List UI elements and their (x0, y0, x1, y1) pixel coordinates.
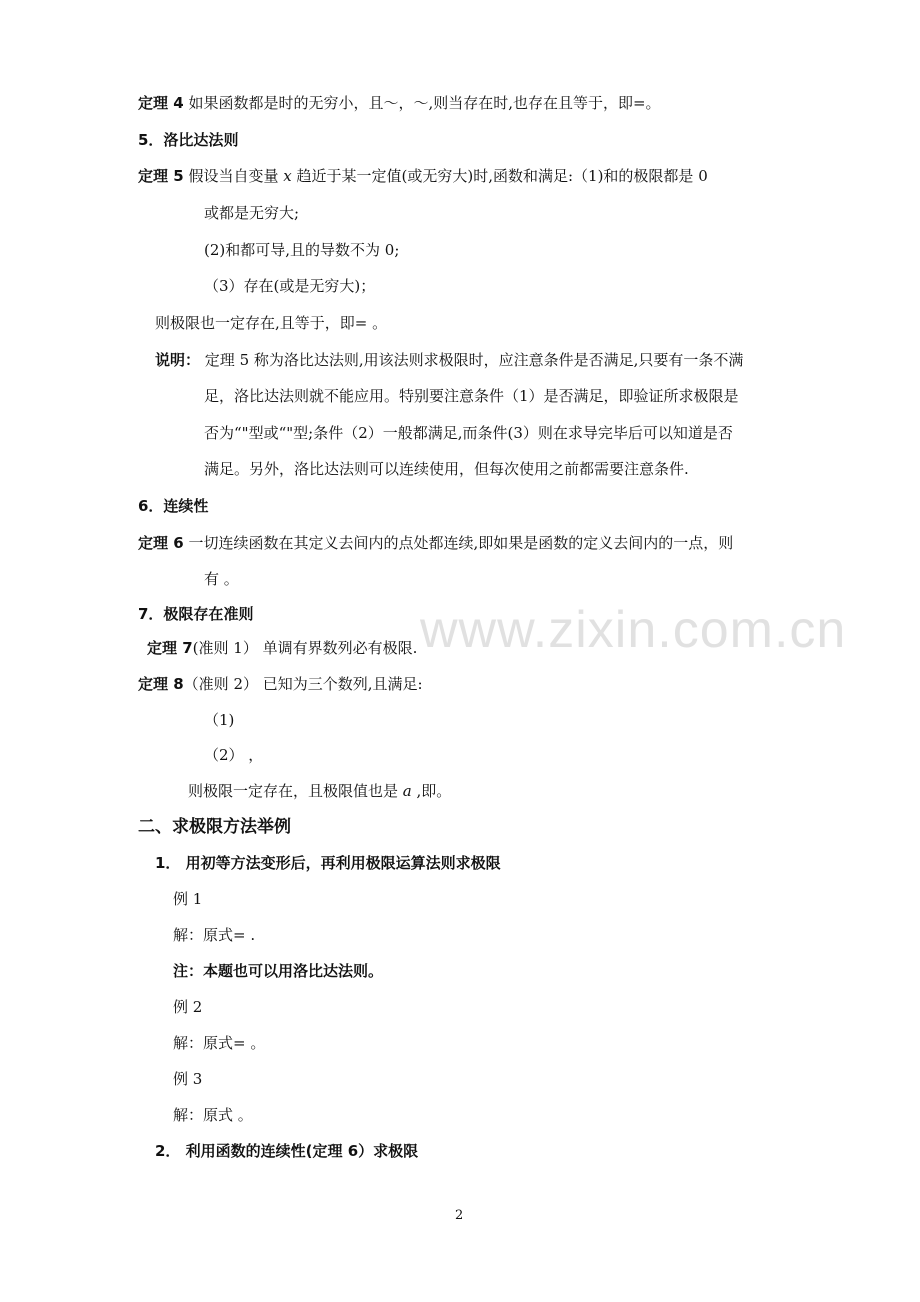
theorem-7-label: 定理 7 (147, 639, 193, 657)
theorem-5-condition-3: （3）存在(或是无穷大)； (204, 277, 376, 295)
example-1-solution: 解：原式= . (173, 926, 256, 944)
example-1-label: 例 1 (173, 890, 203, 908)
note-5-line1 (155, 350, 743, 370)
section-7-heading: 7．极限存在准则 (138, 605, 254, 623)
section-6-heading: 6．连续性 (138, 497, 209, 515)
part-2-heading: 二、求极限方法举例 (138, 817, 291, 837)
note-5-line3: 否为“"型或“"型;条件（2）一般都满足,而条件(3）则在求导完毕后可以知道是否 (204, 424, 733, 442)
method-1-heading: 1． 用初等方法变形后，再利用极限运算法则求极限 (155, 854, 501, 872)
theorem-6-label: 定理 6 (138, 534, 184, 552)
example-2-label: 例 2 (173, 998, 203, 1016)
theorem-4 (138, 93, 661, 113)
example-3-solution: 解：原式 。 (173, 1106, 253, 1124)
note-5-label: 说明： (155, 351, 201, 369)
section-5-heading: 5．洛比达法则 (138, 131, 239, 149)
theorem-5-condition-2: (2)和都可导,且的导数不为 0; (204, 241, 400, 259)
theorem-5-var: x (283, 167, 292, 185)
theorem-8-concl-pre: 则极限一定存在，且极限值也是 (188, 782, 399, 800)
theorem-6 (138, 533, 733, 553)
method-2-heading: 2． 利用函数的连续性(定理 6）求极限 (155, 1142, 419, 1160)
theorem-8 (138, 674, 423, 694)
watermark: www.zixin.com.cn (420, 601, 847, 659)
theorem-5 (138, 166, 708, 186)
theorem-6-text-1: 一切连续函数在其定义去间内的点处都连续,即如果是函数的定义去间内的一点，则 (188, 534, 734, 552)
theorem-7 (147, 638, 417, 658)
theorem-8-concl-var: a (402, 782, 412, 800)
theorem-8-label: 定理 8 (138, 675, 184, 693)
theorem-6-line2: 有 。 (204, 570, 239, 588)
theorem-5-line2: 或都是无穷大; (204, 204, 300, 222)
example-1-note: 注：本题也可以用洛比达法则。 (173, 962, 384, 980)
example-3-label: 例 3 (173, 1070, 203, 1088)
note-5-line2: 足，洛比达法则就不能应用。特别要注意条件（1）是否满足，即验证所求极限是 (204, 387, 739, 405)
note-5-text-1: 定理 5 称为洛比达法则,用该法则求极限时，应注意条件是否满足,只要有一条不满 (204, 351, 744, 369)
theorem-8-text: （准则 2） 已知为三个数列,且满足: (183, 675, 423, 693)
theorem-4-text: 如果函数都是时的无穷小，且～，～,则当存在时,也存在且等于，即=。 (188, 94, 661, 112)
theorem-8-condition-2: （2） ， (204, 746, 264, 764)
note-5-line4: 满足。另外，洛比达法则可以连续使用，但每次使用之前都需要注意条件. (204, 460, 689, 478)
theorem-8-conclusion (188, 781, 451, 801)
theorem-5-conclusion: 则极限也一定存在,且等于，即= 。 (155, 314, 388, 332)
example-2-solution: 解：原式= 。 (173, 1034, 266, 1052)
theorem-8-condition-1: （1) (204, 711, 235, 729)
theorem-5-rest: 趋近于某一定值(或无穷大)时,函数和满足:（1)和的极限都是 0 (296, 167, 708, 185)
theorem-4-label: 定理 4 (138, 94, 184, 112)
theorem-7-text: (准则 1） 单调有界数列必有极限. (192, 639, 418, 657)
theorem-5-label: 定理 5 (138, 167, 184, 185)
page-number: 2 (455, 1208, 464, 1223)
theorem-5-pre: 假设当自变量 (188, 167, 279, 185)
theorem-8-concl-post: ,即。 (416, 782, 452, 800)
